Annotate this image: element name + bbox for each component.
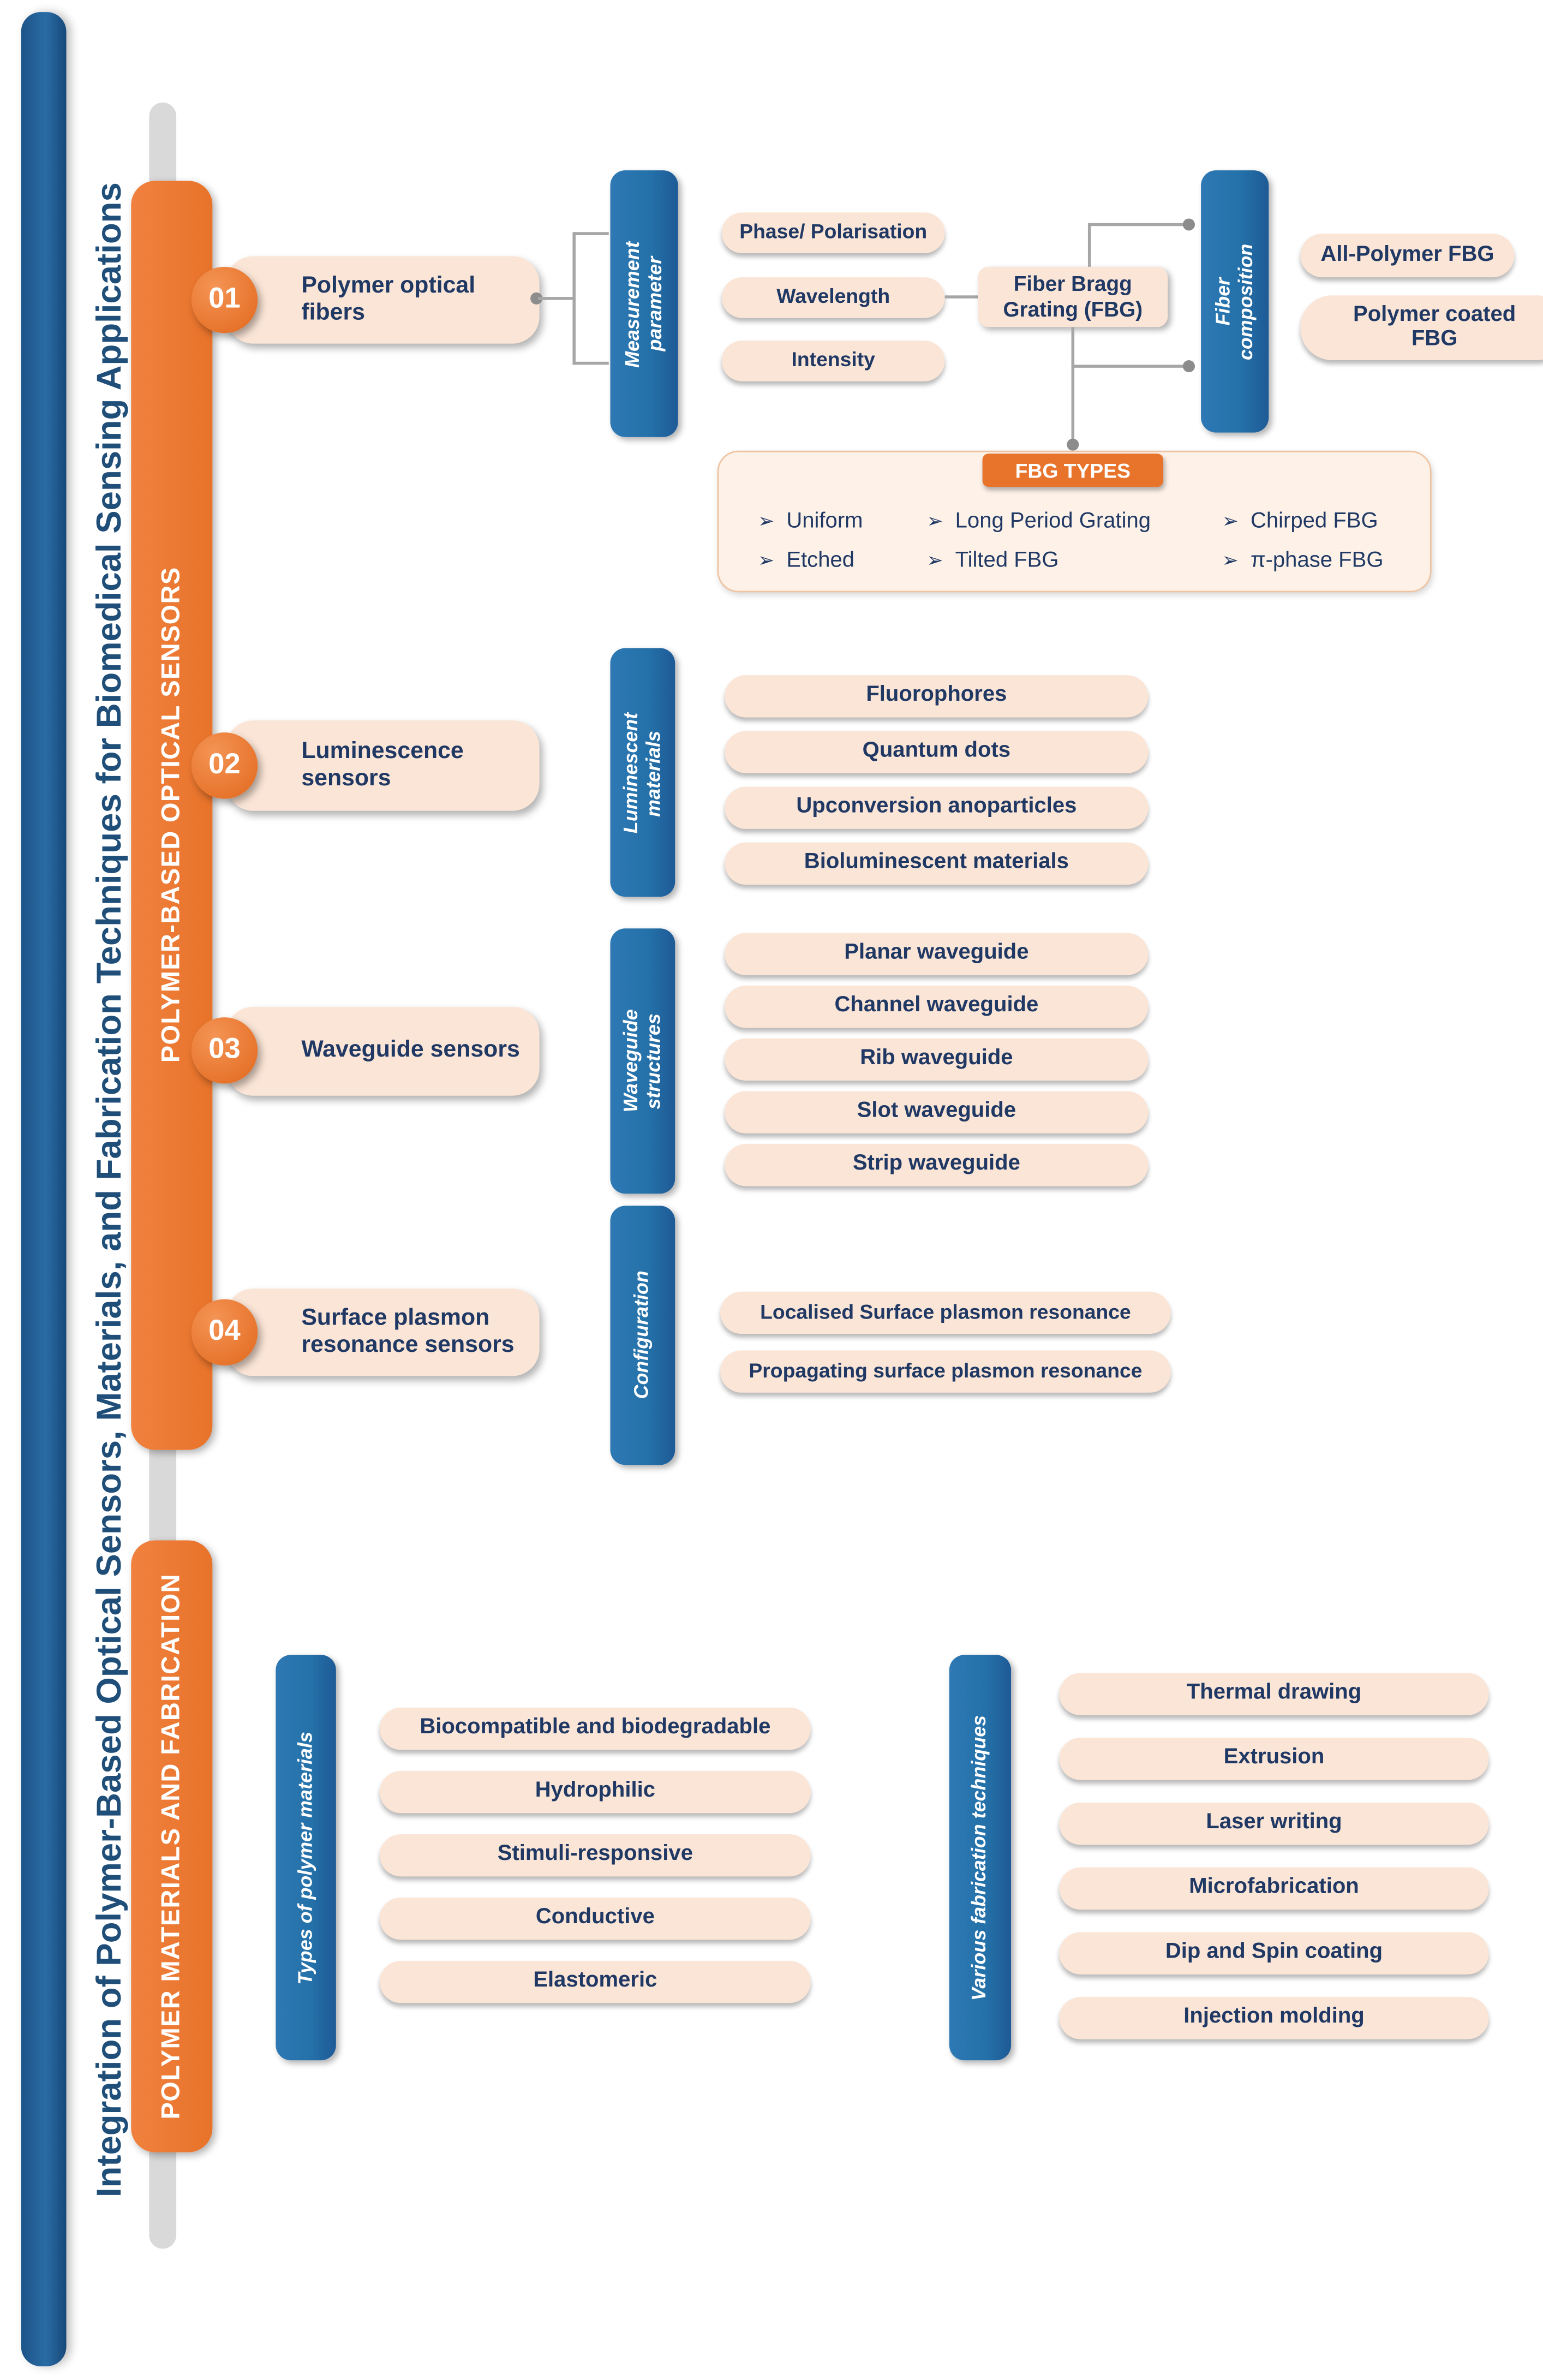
pill-extrusion: Extrusion — [1059, 1738, 1488, 1780]
item-number-01: 01 — [192, 267, 258, 333]
connector-line — [572, 232, 576, 365]
header-bar-luminescent-materials — [610, 648, 675, 897]
header-label: Various fabrication techniques — [967, 1715, 990, 2001]
pill-planar-waveguide: Planar waveguide — [725, 933, 1148, 975]
connector-dot — [1183, 360, 1195, 372]
pill-localised-spr: Localised Surface plasmon resonance — [720, 1292, 1171, 1334]
header-bar-waveguide-structures — [610, 928, 675, 1194]
connector-line — [1088, 223, 1091, 267]
pill-stimuli-responsive: Stimuli-responsive — [380, 1834, 811, 1876]
header-bar-configuration — [610, 1206, 675, 1465]
pill-rib-waveguide: Rib waveguide — [725, 1039, 1148, 1081]
pill-quantum-dots: Quantum dots — [725, 731, 1148, 773]
pill-all-polymer-fbg: All-Polymer FBG — [1300, 234, 1514, 277]
connector-line — [572, 232, 608, 235]
pill-channel-waveguide: Channel waveguide — [725, 986, 1148, 1028]
fbg-type-item — [1222, 544, 1384, 577]
header-label: Fiber composition — [1211, 243, 1256, 360]
section-label-optical-sensors: POLYMER-BASED OPTICAL SENSORS — [157, 567, 186, 1064]
fbg-type-label: Uniform — [786, 509, 863, 534]
connector-dot — [1067, 439, 1079, 451]
item-label: Surface plasmon resonance sensors — [301, 1304, 515, 1358]
node-fiber-bragg-grating: Fiber Bragg Grating (FBG) — [978, 267, 1168, 327]
pill-bioluminescent-materials: Bioluminescent materials — [725, 843, 1148, 885]
pill-dip-spin-coating: Dip and Spin coating — [1059, 1932, 1488, 1974]
pill-biocompatible-biodegradable: Biocompatible and biodegradable — [380, 1708, 811, 1750]
pill-phase-polarisation: Phase/ Polarisation — [722, 212, 945, 253]
item-label: Polymer optical fibers — [301, 272, 476, 326]
fbg-types-header: FBG TYPES — [983, 454, 1163, 487]
fbg-type-item — [1222, 505, 1378, 538]
arrow-bullet-icon: ➢ — [758, 509, 775, 532]
item-number-04: 04 — [192, 1299, 258, 1366]
connector-line — [1072, 365, 1185, 368]
left-accent-bar — [21, 12, 67, 2366]
item-number-02: 02 — [192, 732, 258, 799]
item-box-waveguide-sensors — [226, 1007, 539, 1096]
pill-propagating-spr: Propagating surface plasmon resonance — [720, 1350, 1171, 1392]
section-label-materials-fabrication: POLYMER MATERIALS AND FABRICATION — [157, 1573, 186, 2120]
pill-conductive: Conductive — [380, 1898, 811, 1940]
fbg-type-item — [758, 544, 854, 577]
pill-upconversion-nanoparticles: Upconversion anoparticles — [725, 787, 1148, 829]
header-label: Types of polymer materials — [293, 1731, 316, 1984]
header-bar-types-of-polymer-materials — [276, 1655, 336, 2060]
arrow-bullet-icon: ➢ — [1222, 548, 1239, 571]
pill-polymer-coated-fbg: Polymer coated FBG — [1300, 295, 1543, 360]
page-title-text: Integration of Polymer-Based Optical Sensors, Materials, and Fabrication Techniques for Biomedical Sensing Applications — [88, 182, 128, 2197]
fbg-type-item — [926, 505, 1151, 538]
pill-hydrophilic: Hydrophilic — [380, 1771, 811, 1813]
item-label: Waveguide sensors — [301, 1037, 520, 1063]
item-number-03: 03 — [192, 1017, 258, 1084]
pill-injection-molding: Injection molding — [1059, 1997, 1488, 2039]
connector-line — [572, 362, 608, 365]
fbg-type-label: Tilted FBG — [955, 548, 1059, 573]
fbg-type-item — [758, 505, 863, 538]
pill-laser-writing: Laser writing — [1059, 1803, 1488, 1845]
fbg-type-label: Etched — [786, 548, 855, 573]
item-box-polymer-optical-fibers — [226, 256, 539, 343]
header-bar-various-fabrication-techniques — [949, 1655, 1011, 2060]
item-label: Luminescence sensors — [301, 738, 464, 791]
item-box-luminescence-sensors — [226, 720, 539, 811]
connector-dot — [1183, 218, 1195, 230]
header-bar-fiber-composition — [1201, 170, 1269, 433]
pill-intensity: Intensity — [722, 341, 945, 381]
pill-wavelength: Wavelength — [722, 277, 945, 318]
pill-thermal-drawing: Thermal drawing — [1059, 1673, 1488, 1715]
pill-slot-waveguide: Slot waveguide — [725, 1091, 1148, 1133]
header-label: Luminescent materials — [618, 712, 664, 833]
arrow-bullet-icon: ➢ — [758, 548, 775, 571]
pill-fluorophores: Fluorophores — [725, 675, 1148, 717]
connector-line — [945, 295, 978, 299]
item-box-spr-sensors — [226, 1289, 539, 1376]
header-label: Measurement parameter — [620, 240, 666, 367]
pill-microfabrication: Microfabrication — [1059, 1868, 1488, 1910]
arrow-bullet-icon: ➢ — [926, 509, 943, 532]
fbg-type-label: Long Period Grating — [955, 509, 1151, 534]
section-bar-optical-sensors — [131, 181, 212, 1450]
connector-line — [1088, 223, 1185, 226]
fbg-type-item — [926, 544, 1058, 577]
pill-elastomeric: Elastomeric — [380, 1961, 811, 2003]
section-bar-materials-fabrication — [131, 1540, 212, 2152]
arrow-bullet-icon: ➢ — [926, 548, 943, 571]
header-bar-measurement-parameter — [610, 170, 678, 437]
header-label: Configuration — [630, 1271, 653, 1400]
connector-line — [538, 297, 574, 300]
pill-strip-waveguide: Strip waveguide — [725, 1144, 1148, 1186]
header-label: Waveguide structures — [618, 1009, 664, 1113]
arrow-bullet-icon: ➢ — [1222, 509, 1239, 532]
fbg-type-label: Chirped FBG — [1250, 509, 1378, 534]
fbg-type-label: π-phase FBG — [1250, 548, 1384, 573]
connector-line — [1072, 327, 1075, 443]
